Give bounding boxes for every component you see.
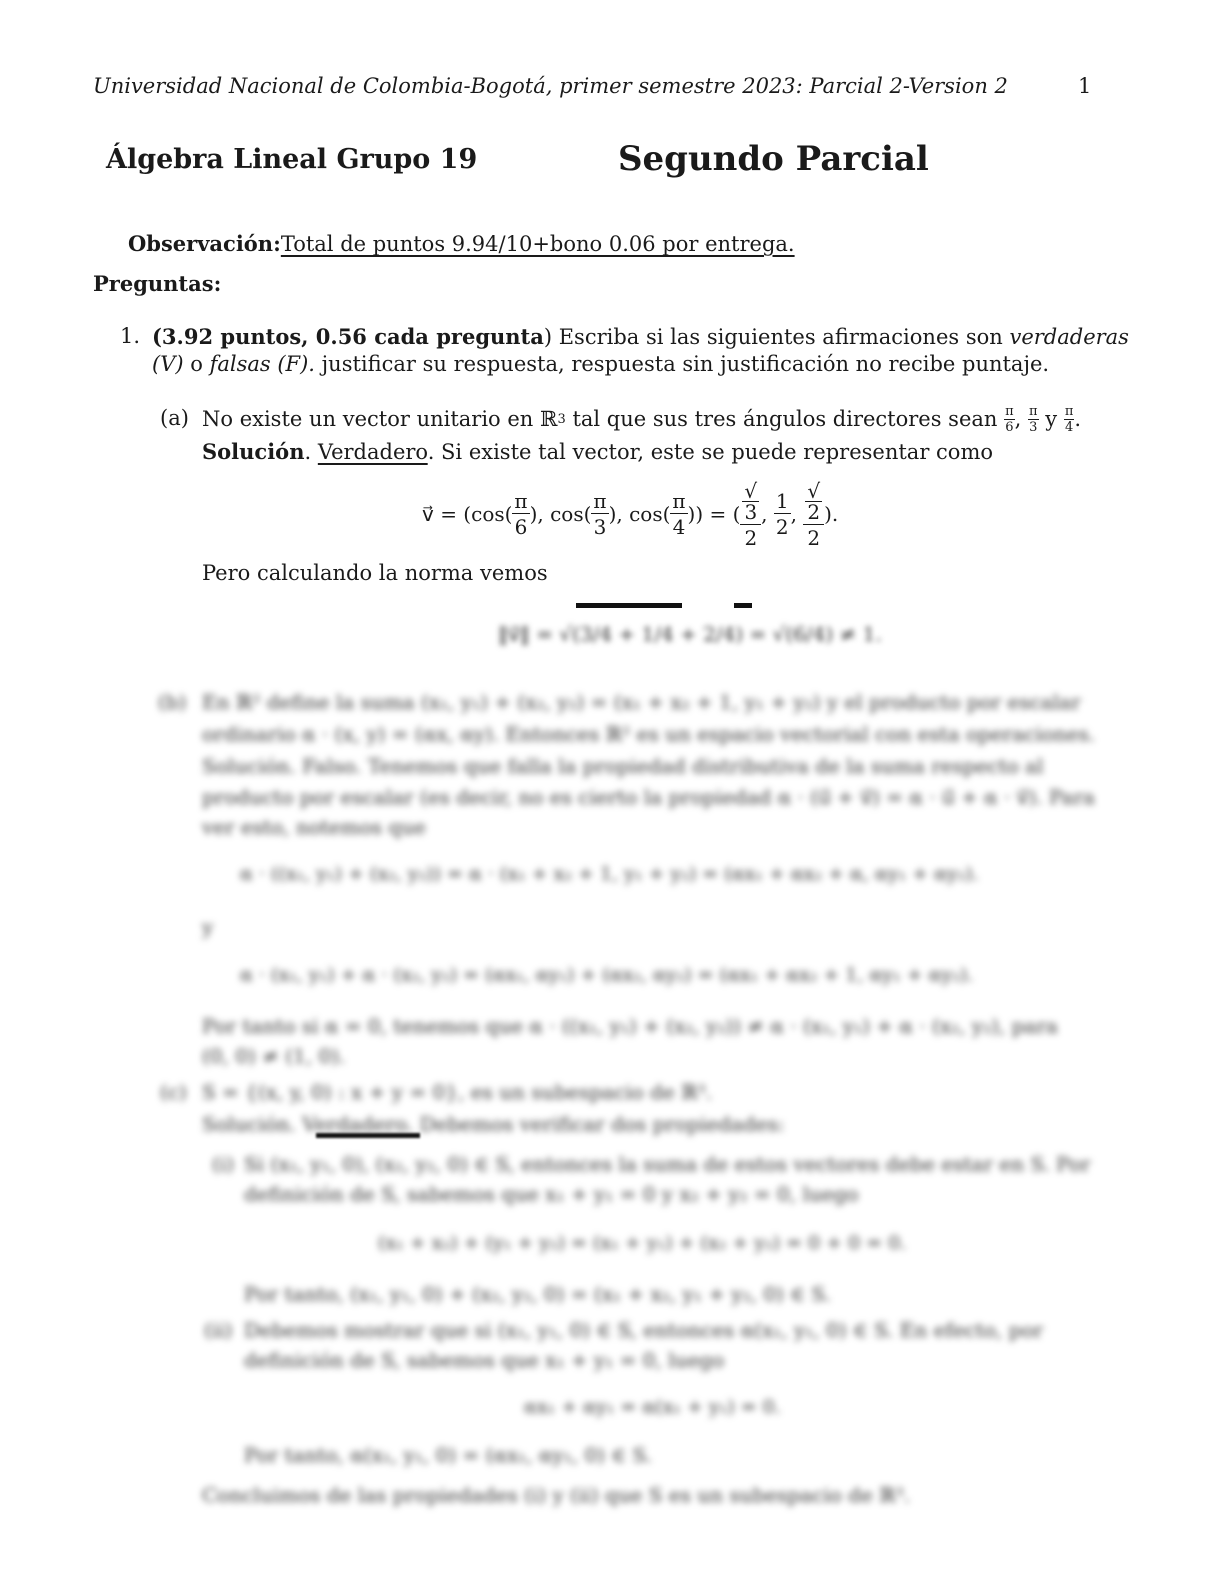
- qc-ii-label: (ii): [204, 1318, 233, 1342]
- sqrt-symbol: √ 2: [807, 478, 821, 524]
- frac-pi-3: [1028, 405, 1039, 434]
- frac-den: 6: [514, 515, 528, 539]
- q1-line2: [152, 352, 1049, 376]
- qb-label: (b): [158, 690, 187, 714]
- q1-number: 1.: [120, 324, 141, 348]
- eq-frac-1-2: [774, 491, 791, 537]
- q1-points: (3.92 puntos, 0.56 cada pregunta: [152, 324, 544, 349]
- qc-ii-equation: αx₁ + αy₁ = α(x₁ + y₁) = 0.: [524, 1396, 781, 1418]
- eq-frac-pi-6: [512, 491, 529, 537]
- frac-den: 2: [807, 525, 821, 550]
- qa-equation: v⃗ = (cos( $\frac{\pi}{6}$ ), cos( $\frac{\pi}{3}$ ), cos( $\frac{\pi}{4}$ )) = ( √ 3 2 , $\frac{1}{2}$ , √ 2 2 ).: [422, 478, 839, 550]
- solution-label: Solución: [202, 439, 305, 464]
- frac-den: 4: [1064, 419, 1074, 435]
- qc-i-line: Si (x₁, y₁, 0), (x₂, y₂, 0) ∈ S, entonces la suma de estos vectores debe estar en S. Por: [244, 1152, 1091, 1176]
- qb-line: ver esto, notemos que: [202, 815, 426, 839]
- frac-num: π: [672, 489, 686, 513]
- qc-i-label: (i): [212, 1152, 235, 1176]
- frac-num: π: [1029, 403, 1038, 419]
- qa-label: (a): [160, 406, 189, 430]
- eq-lhs: v⃗ = (cos(: [422, 502, 513, 526]
- sqrt-symbol: √ 3: [744, 478, 758, 524]
- eq-frac-pi-4: [670, 491, 687, 537]
- qb-line: Solución. Falso. Tenemos que falla la propiedad distributiva de la suma respecto al: [202, 754, 1044, 778]
- qb-equation-1: α · ((x₁, y₁) + (x₂, y₂)) = α · (x₁ + x₂ + 1, y₁ + y₂) = (αx₁ + αx₂ + α, αy₁ + αy₂).: [240, 863, 979, 885]
- q1-falsas: falsas (F).: [209, 352, 315, 376]
- qc-line: S = {(x, y, 0) : x + y = 0}, es un subespacio de ℝ³.: [202, 1080, 713, 1104]
- sqrt-bar-large: [576, 603, 682, 608]
- q1-verdaderas: verdaderas: [1009, 325, 1129, 349]
- qa-solution-line: Solución. Verdadero. Si existe tal vector, este se puede representar como: [202, 439, 994, 464]
- sqrt-bar-small: [734, 603, 752, 608]
- frac-pi-6: [1004, 405, 1015, 434]
- exam-title: Segundo Parcial: [618, 139, 929, 179]
- eq-frac-pi-3: [591, 491, 608, 537]
- radicand: 2: [807, 499, 821, 524]
- q1-line1: [152, 324, 1129, 349]
- page-number: 1: [1078, 74, 1092, 98]
- qc-i-equation: (x₁ + x₂) + (y₁ + y₂) = (x₁ + y₁) + (x₂ + y₂) = 0 + 0 = 0.: [378, 1232, 907, 1254]
- eq-frac-sqrt3-2: [740, 478, 761, 550]
- radicand: 3: [744, 499, 758, 524]
- qc-i-line: Por tanto, (x₁, y₁, 0) + (x₂, y₂, 0) = (x₁ + x₂, y₁ + y₂, 0) ∈ S.: [244, 1282, 831, 1306]
- qc-ii-line: definición de S, sabemos que x₁ + y₁ = 0, luego: [244, 1348, 725, 1372]
- qa-norm-text: Pero calculando la norma vemos: [202, 561, 548, 585]
- frac-den: 3: [593, 515, 607, 539]
- qb-line: (0, 0) ≠ (1, 0).: [202, 1044, 346, 1068]
- observation: [128, 231, 795, 256]
- eq-frac-sqrt2-2: [803, 478, 824, 550]
- qc-ii-line: Por tanto, α(x₁, y₁, 0) = (αx₁, αy₁, 0) ∈ S.: [244, 1443, 652, 1467]
- frac-num: π: [593, 489, 607, 513]
- qa-solution-text: Si existe tal vector, este se puede representar como: [441, 440, 994, 464]
- qb-y: y: [202, 915, 214, 939]
- eq-end: ).: [824, 502, 839, 526]
- q1-instructions: justificar su respuesta, respuesta sin justificación no recibe puntaje.: [321, 352, 1050, 376]
- observation-label: Observación:: [128, 231, 281, 256]
- q1-o: o: [190, 352, 203, 376]
- qb-equation-2: α · (x₁, y₁) + α · (x₂, y₂) = (αx₁, αy₁) + (αx₂, αy₂) = (αx₁ + αx₂ + 1, αy₁ + αy₂).: [240, 964, 974, 986]
- qa-y: y: [1045, 407, 1058, 431]
- qc-i-line: definición de S, sabemos que x₁ + y₁ = 0 y x₂ + y₂ = 0, luego: [244, 1182, 859, 1206]
- qa-R: ℝ: [540, 407, 558, 431]
- frac-den: 2: [775, 515, 789, 539]
- frac-pi-4: [1064, 405, 1075, 434]
- qb-line: Por tanto si α = 0, tenemos que α · ((x₁, y₁) + (x₂, y₂)) ≠ α · (x₁, y₁) + α · (x₂, y₂), para: [202, 1014, 1058, 1038]
- frac-num: π: [514, 489, 528, 513]
- qc-label: (c): [160, 1080, 187, 1104]
- q1-intro: ) Escriba si las siguientes afirmaciones son: [543, 325, 1003, 349]
- qc-ii-line: Debemos mostrar que si (x₁, y₁, 0) ∈ S, entonces α(x₁, y₁, 0) ∈ S. En efecto, por: [244, 1318, 1044, 1342]
- qb-line: ordinario α · (x, y) = (αx, αy). Entonces ℝ² es un espacio vectorial con esta operaciones.: [202, 722, 1096, 746]
- questions-heading: Preguntas:: [93, 271, 222, 296]
- frac-den: 4: [672, 515, 686, 539]
- qa-norm-equation: ‖v⃗‖ = √(3/4 + 1/4 + 2/4) = √(6/4) ≠ 1.: [498, 622, 882, 646]
- frac-num: 1: [775, 489, 789, 513]
- frac-num: π: [1064, 403, 1074, 419]
- qc-line: Solución. Verdadero. Debemos verificar dos propiedades:: [202, 1112, 785, 1136]
- qb-line: producto por escalar (es decir, no es cierto la propiedad α · (u⃗ + v⃗) = α · u⃗ + α · v⃗). Para: [202, 785, 1095, 809]
- qa-sup: 3: [557, 411, 566, 427]
- qc-conclusion: Concluimos de las propiedades (i) y (ii) que S es un subespacio de ℝ³.: [202, 1483, 911, 1507]
- qa-statement: No existe un vector unitario en ℝ 3 tal que sus tres ángulos directores sean $\frac{\pi}{6}$ , $\frac{\pi}{3}$ y $\frac{\pi}{4}$ .: [202, 403, 1082, 435]
- frac-den: 6: [1005, 419, 1014, 435]
- qa-answer: Verdadero: [317, 440, 428, 464]
- course-title: Álgebra Lineal Grupo 19: [106, 144, 478, 175]
- qa-statement-start: No existe un vector unitario en: [202, 407, 534, 431]
- running-header: Universidad Nacional de Colombia-Bogotá, primer semestre 2023: Parcial 2-Version 2: [93, 74, 1008, 98]
- qa-statement-end: tal que sus tres ángulos directores sean: [572, 407, 998, 431]
- qb-line: En ℝ² define la suma (x₁, y₁) + (x₂, y₂) = (x₁ + x₂ + 1, y₁ + y₂) y el producto por escalar: [202, 690, 1081, 714]
- eq-mid: )) = (: [687, 502, 741, 526]
- observation-text: Total de puntos 9.94/10+bono 0.06 por entrega.: [280, 232, 795, 256]
- frac-den: 3: [1029, 419, 1038, 435]
- frac-num: π: [1005, 403, 1014, 419]
- frac-den: 2: [744, 525, 758, 550]
- q1-v: (V): [152, 352, 184, 376]
